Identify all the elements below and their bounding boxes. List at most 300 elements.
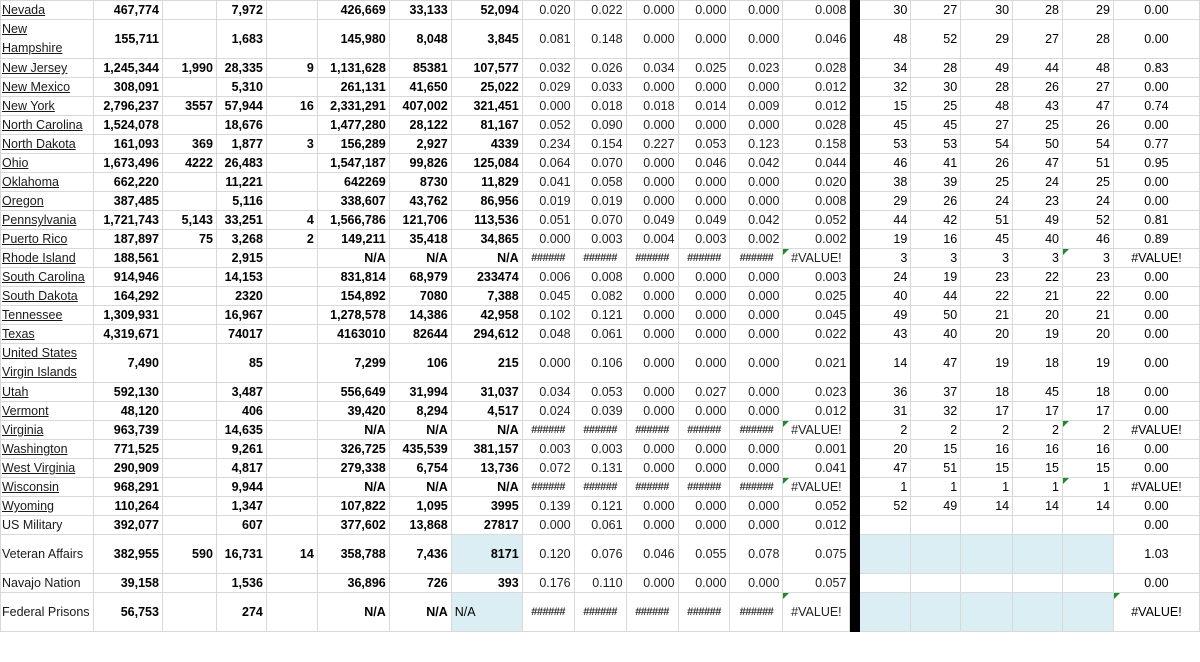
jurisdiction-link[interactable]: Texas <box>2 327 35 341</box>
cell-b[interactable]: 39,158 <box>93 574 162 593</box>
cell-rank-3[interactable]: 21 <box>961 306 1013 325</box>
cell-rate-1[interactable]: ###### <box>522 478 574 497</box>
cell-rate-3[interactable]: 0.000 <box>626 173 678 192</box>
cell-g[interactable]: 35,418 <box>389 230 451 249</box>
cell-g[interactable]: N/A <box>389 593 451 632</box>
cell-f[interactable]: 556,649 <box>317 383 389 402</box>
cell-c[interactable] <box>162 306 216 325</box>
cell-rank-3[interactable]: 29 <box>961 20 1013 59</box>
cell-rate-5[interactable]: 0.000 <box>730 344 783 383</box>
cell-g[interactable]: 41,650 <box>389 78 451 97</box>
cell-name[interactable] <box>1 154 94 173</box>
cell-name[interactable] <box>1 268 94 287</box>
cell-rate-2[interactable]: 0.018 <box>574 97 626 116</box>
cell-b[interactable]: 392,077 <box>93 516 162 535</box>
cell-rate-1[interactable]: 0.102 <box>522 306 574 325</box>
cell-rank-4[interactable]: 44 <box>1013 59 1063 78</box>
cell-rate-avg[interactable]: 0.025 <box>783 287 850 306</box>
cell-e[interactable] <box>266 497 317 516</box>
cell-rate-avg[interactable]: 0.012 <box>783 78 850 97</box>
cell-c[interactable] <box>162 325 216 344</box>
cell-b[interactable]: 1,524,078 <box>93 116 162 135</box>
cell-rank-3[interactable]: 26 <box>961 154 1013 173</box>
cell-rate-5[interactable]: 0.009 <box>730 97 783 116</box>
cell-b[interactable]: 592,130 <box>93 383 162 402</box>
cell-h[interactable]: 8171 <box>451 535 522 574</box>
cell-rank-3[interactable]: 25 <box>961 173 1013 192</box>
cell-name[interactable] <box>1 192 94 211</box>
cell-d[interactable]: 18,676 <box>216 116 266 135</box>
cell-g[interactable]: 8,294 <box>389 402 451 421</box>
cell-c[interactable] <box>162 78 216 97</box>
cell-d[interactable]: 16,731 <box>216 535 266 574</box>
cell-rate-5[interactable]: 0.000 <box>730 173 783 192</box>
cell-c[interactable]: 75 <box>162 230 216 249</box>
cell-rate-2[interactable]: 0.076 <box>574 535 626 574</box>
cell-rate-3[interactable]: 0.000 <box>626 574 678 593</box>
cell-rate-4[interactable]: 0.000 <box>678 440 730 459</box>
cell-rate-3[interactable]: ###### <box>626 249 678 268</box>
cell-d[interactable]: 1,877 <box>216 135 266 154</box>
cell-rate-4[interactable]: 0.049 <box>678 211 730 230</box>
cell-name[interactable] <box>1 383 94 402</box>
cell-h[interactable]: 52,094 <box>451 1 522 20</box>
cell-rank-1[interactable]: 30 <box>860 1 911 20</box>
cell-rate-2[interactable]: 0.022 <box>574 1 626 20</box>
cell-rate-avg[interactable]: 0.046 <box>783 20 850 59</box>
cell-b[interactable]: 963,739 <box>93 421 162 440</box>
cell-rate-1[interactable]: 0.052 <box>522 116 574 135</box>
cell-rank-3[interactable]: 1 <box>961 478 1013 497</box>
cell-rank-5[interactable] <box>1063 516 1114 535</box>
cell-g[interactable]: 43,762 <box>389 192 451 211</box>
cell-d[interactable]: 5,310 <box>216 78 266 97</box>
cell-rank-1[interactable]: 14 <box>860 344 911 383</box>
cell-rate-3[interactable]: 0.000 <box>626 192 678 211</box>
cell-h[interactable]: 86,956 <box>451 192 522 211</box>
cell-e[interactable] <box>266 421 317 440</box>
cell-score[interactable]: 0.00 <box>1113 344 1199 383</box>
cell-rank-1[interactable]: 31 <box>860 402 911 421</box>
cell-rate-1[interactable]: 0.041 <box>522 173 574 192</box>
cell-rate-avg[interactable]: 0.020 <box>783 173 850 192</box>
cell-rate-5[interactable]: 0.000 <box>730 574 783 593</box>
cell-rank-3[interactable]: 24 <box>961 192 1013 211</box>
cell-rank-4[interactable]: 27 <box>1013 20 1063 59</box>
cell-c[interactable] <box>162 459 216 478</box>
cell-rate-1[interactable]: 0.072 <box>522 459 574 478</box>
cell-rank-4[interactable]: 26 <box>1013 78 1063 97</box>
cell-rank-5[interactable]: 18 <box>1063 383 1114 402</box>
cell-name[interactable] <box>1 20 94 59</box>
cell-rank-1[interactable]: 52 <box>860 497 911 516</box>
cell-rank-4[interactable]: 43 <box>1013 97 1063 116</box>
cell-rate-avg[interactable]: 0.158 <box>783 135 850 154</box>
cell-h[interactable]: 7,388 <box>451 287 522 306</box>
cell-rate-4[interactable]: 0.053 <box>678 135 730 154</box>
cell-rate-avg[interactable]: 0.012 <box>783 402 850 421</box>
cell-f[interactable]: 39,420 <box>317 402 389 421</box>
cell-e[interactable] <box>266 402 317 421</box>
cell-rank-3[interactable]: 16 <box>961 440 1013 459</box>
cell-rank-2[interactable]: 19 <box>911 268 961 287</box>
cell-rank-1[interactable]: 36 <box>860 383 911 402</box>
cell-rate-2[interactable]: 0.026 <box>574 59 626 78</box>
cell-rate-5[interactable]: 0.000 <box>730 497 783 516</box>
jurisdiction-link[interactable]: Puerto Rico <box>2 232 68 246</box>
cell-rate-4[interactable]: 0.000 <box>678 306 730 325</box>
cell-b[interactable]: 1,309,931 <box>93 306 162 325</box>
cell-score[interactable]: 0.00 <box>1113 78 1199 97</box>
cell-score[interactable]: 0.74 <box>1113 97 1199 116</box>
cell-rank-4[interactable]: 50 <box>1013 135 1063 154</box>
jurisdiction-link[interactable]: North Carolina <box>2 118 83 132</box>
cell-rank-4[interactable]: 15 <box>1013 459 1063 478</box>
cell-rank-3[interactable] <box>961 574 1013 593</box>
cell-rank-4[interactable]: 25 <box>1013 116 1063 135</box>
cell-name[interactable] <box>1 78 94 97</box>
cell-h[interactable]: N/A <box>451 593 522 632</box>
cell-g[interactable]: 7,436 <box>389 535 451 574</box>
cell-name[interactable] <box>1 574 94 593</box>
cell-rate-1[interactable]: ###### <box>522 421 574 440</box>
cell-rate-4[interactable]: 0.000 <box>678 1 730 20</box>
cell-e[interactable] <box>266 516 317 535</box>
cell-rate-1[interactable]: 0.024 <box>522 402 574 421</box>
cell-f[interactable]: 107,822 <box>317 497 389 516</box>
cell-h[interactable]: 113,536 <box>451 211 522 230</box>
cell-rate-4[interactable]: 0.003 <box>678 230 730 249</box>
cell-h[interactable]: 81,167 <box>451 116 522 135</box>
cell-rate-4[interactable]: 0.000 <box>678 574 730 593</box>
cell-rate-3[interactable]: 0.000 <box>626 440 678 459</box>
cell-rank-5[interactable]: 17 <box>1063 402 1114 421</box>
cell-e[interactable] <box>266 574 317 593</box>
cell-rank-3[interactable]: 3 <box>961 249 1013 268</box>
cell-rank-3[interactable]: 23 <box>961 268 1013 287</box>
cell-rank-2[interactable] <box>911 593 961 632</box>
cell-rank-3[interactable]: 48 <box>961 97 1013 116</box>
cell-rank-3[interactable] <box>961 593 1013 632</box>
cell-rate-1[interactable]: ###### <box>522 249 574 268</box>
cell-e[interactable] <box>266 344 317 383</box>
cell-score[interactable]: #VALUE! <box>1113 249 1199 268</box>
cell-rate-avg[interactable]: 0.012 <box>783 97 850 116</box>
cell-rank-5[interactable]: 19 <box>1063 344 1114 383</box>
cell-rate-1[interactable]: 0.064 <box>522 154 574 173</box>
cell-g[interactable]: 33,133 <box>389 1 451 20</box>
cell-rate-3[interactable]: 0.034 <box>626 59 678 78</box>
cell-score[interactable]: #VALUE! <box>1113 593 1199 632</box>
cell-rate-2[interactable]: 0.058 <box>574 173 626 192</box>
cell-h[interactable]: 11,829 <box>451 173 522 192</box>
cell-rate-3[interactable]: 0.046 <box>626 535 678 574</box>
cell-rank-5[interactable]: 25 <box>1063 173 1114 192</box>
cell-h[interactable]: N/A <box>451 421 522 440</box>
jurisdiction-link[interactable]: West Virginia <box>2 461 76 475</box>
cell-name[interactable] <box>1 173 94 192</box>
jurisdiction-link[interactable]: New Mexico <box>2 80 71 94</box>
cell-rank-5[interactable]: 52 <box>1063 211 1114 230</box>
jurisdiction-link[interactable]: US Military <box>2 518 63 532</box>
cell-d[interactable]: 5,116 <box>216 192 266 211</box>
cell-e[interactable] <box>266 78 317 97</box>
cell-rank-2[interactable]: 37 <box>911 383 961 402</box>
cell-e[interactable] <box>266 478 317 497</box>
jurisdiction-link[interactable]: Nevada <box>2 3 46 17</box>
cell-rank-1[interactable]: 3 <box>860 249 911 268</box>
cell-rate-1[interactable]: 0.000 <box>522 516 574 535</box>
cell-d[interactable]: 1,347 <box>216 497 266 516</box>
cell-h[interactable]: 27817 <box>451 516 522 535</box>
cell-e[interactable]: 14 <box>266 535 317 574</box>
cell-rank-4[interactable]: 14 <box>1013 497 1063 516</box>
cell-rank-2[interactable]: 41 <box>911 154 961 173</box>
cell-rank-3[interactable]: 51 <box>961 211 1013 230</box>
jurisdiction-link[interactable]: Pennsylvania <box>2 213 77 227</box>
cell-e[interactable]: 16 <box>266 97 317 116</box>
cell-rate-2[interactable]: ###### <box>574 421 626 440</box>
cell-name[interactable] <box>1 440 94 459</box>
cell-rate-3[interactable]: 0.227 <box>626 135 678 154</box>
jurisdiction-link[interactable]: United States Virgin Islands <box>2 346 78 379</box>
cell-h[interactable]: 42,958 <box>451 306 522 325</box>
cell-rate-4[interactable]: 0.000 <box>678 173 730 192</box>
cell-rate-5[interactable]: 0.000 <box>730 516 783 535</box>
cell-rate-1[interactable]: 0.034 <box>522 383 574 402</box>
cell-rate-avg[interactable]: 0.057 <box>783 574 850 593</box>
cell-e[interactable] <box>266 20 317 59</box>
cell-rank-4[interactable]: 20 <box>1013 306 1063 325</box>
cell-d[interactable]: 74017 <box>216 325 266 344</box>
cell-e[interactable] <box>266 116 317 135</box>
cell-f[interactable]: 279,338 <box>317 459 389 478</box>
cell-g[interactable]: 407,002 <box>389 97 451 116</box>
cell-rank-5[interactable]: 47 <box>1063 97 1114 116</box>
jurisdiction-link[interactable]: Utah <box>2 385 29 399</box>
jurisdiction-link[interactable]: Oklahoma <box>2 175 59 189</box>
cell-rate-5[interactable]: ###### <box>730 478 783 497</box>
cell-e[interactable] <box>266 306 317 325</box>
cell-rank-3[interactable]: 22 <box>961 287 1013 306</box>
cell-b[interactable]: 914,946 <box>93 268 162 287</box>
cell-rate-2[interactable]: 0.070 <box>574 154 626 173</box>
cell-score[interactable]: 0.00 <box>1113 268 1199 287</box>
cell-rank-5[interactable]: 20 <box>1063 325 1114 344</box>
cell-rate-2[interactable]: 0.090 <box>574 116 626 135</box>
cell-c[interactable] <box>162 421 216 440</box>
cell-h[interactable]: 13,736 <box>451 459 522 478</box>
cell-rate-4[interactable]: 0.027 <box>678 383 730 402</box>
cell-rank-3[interactable]: 54 <box>961 135 1013 154</box>
cell-b[interactable]: 290,909 <box>93 459 162 478</box>
cell-f[interactable]: 831,814 <box>317 268 389 287</box>
cell-rate-4[interactable]: 0.000 <box>678 402 730 421</box>
cell-b[interactable]: 662,220 <box>93 173 162 192</box>
cell-d[interactable]: 2,915 <box>216 249 266 268</box>
cell-g[interactable]: 8730 <box>389 173 451 192</box>
cell-rank-4[interactable]: 18 <box>1013 344 1063 383</box>
cell-rank-4[interactable]: 2 <box>1013 421 1063 440</box>
cell-name[interactable] <box>1 97 94 116</box>
cell-rate-2[interactable]: 0.082 <box>574 287 626 306</box>
cell-score[interactable]: 0.00 <box>1113 1 1199 20</box>
cell-b[interactable]: 382,955 <box>93 535 162 574</box>
cell-rank-3[interactable] <box>961 516 1013 535</box>
cell-rank-2[interactable]: 51 <box>911 459 961 478</box>
cell-rank-4[interactable]: 28 <box>1013 1 1063 20</box>
cell-b[interactable]: 387,485 <box>93 192 162 211</box>
jurisdiction-link[interactable]: Navajo Nation <box>2 576 81 590</box>
cell-rank-1[interactable]: 1 <box>860 478 911 497</box>
cell-c[interactable]: 1,990 <box>162 59 216 78</box>
cell-rate-3[interactable]: 0.000 <box>626 402 678 421</box>
cell-rate-avg[interactable]: 0.044 <box>783 154 850 173</box>
cell-rank-1[interactable]: 20 <box>860 440 911 459</box>
cell-rate-4[interactable]: 0.014 <box>678 97 730 116</box>
cell-name[interactable] <box>1 535 94 574</box>
cell-score[interactable]: 0.00 <box>1113 440 1199 459</box>
cell-rate-2[interactable]: 0.131 <box>574 459 626 478</box>
cell-rate-5[interactable]: 0.042 <box>730 154 783 173</box>
cell-g[interactable]: 68,979 <box>389 268 451 287</box>
cell-h[interactable]: 4,517 <box>451 402 522 421</box>
cell-rate-avg[interactable]: 0.008 <box>783 192 850 211</box>
cell-rate-avg[interactable]: 0.003 <box>783 268 850 287</box>
cell-rate-1[interactable]: 0.234 <box>522 135 574 154</box>
cell-f[interactable]: 326,725 <box>317 440 389 459</box>
cell-rank-2[interactable]: 52 <box>911 20 961 59</box>
cell-rank-2[interactable]: 30 <box>911 78 961 97</box>
cell-rate-3[interactable]: 0.000 <box>626 383 678 402</box>
cell-rate-2[interactable]: 0.053 <box>574 383 626 402</box>
cell-f[interactable]: 377,602 <box>317 516 389 535</box>
cell-rank-5[interactable]: 24 <box>1063 192 1114 211</box>
cell-rate-1[interactable]: 0.048 <box>522 325 574 344</box>
cell-e[interactable]: 4 <box>266 211 317 230</box>
cell-rate-1[interactable]: 0.081 <box>522 20 574 59</box>
cell-rank-2[interactable]: 32 <box>911 402 961 421</box>
cell-b[interactable]: 4,319,671 <box>93 325 162 344</box>
cell-e[interactable] <box>266 593 317 632</box>
cell-rate-1[interactable]: 0.020 <box>522 1 574 20</box>
cell-name[interactable] <box>1 593 94 632</box>
cell-h[interactable]: 4339 <box>451 135 522 154</box>
cell-c[interactable] <box>162 173 216 192</box>
cell-rank-1[interactable]: 49 <box>860 306 911 325</box>
cell-rank-1[interactable]: 46 <box>860 154 911 173</box>
cell-g[interactable]: 6,754 <box>389 459 451 478</box>
cell-rate-2[interactable]: 0.061 <box>574 516 626 535</box>
cell-h[interactable]: N/A <box>451 249 522 268</box>
cell-h[interactable]: 393 <box>451 574 522 593</box>
cell-rate-4[interactable]: 0.000 <box>678 268 730 287</box>
cell-score[interactable]: 0.77 <box>1113 135 1199 154</box>
cell-e[interactable]: 3 <box>266 135 317 154</box>
cell-rate-2[interactable]: 0.106 <box>574 344 626 383</box>
cell-rate-1[interactable]: 0.051 <box>522 211 574 230</box>
cell-g[interactable]: 2,927 <box>389 135 451 154</box>
cell-d[interactable]: 1,683 <box>216 20 266 59</box>
cell-score[interactable]: 0.00 <box>1113 459 1199 478</box>
cell-rate-3[interactable]: 0.000 <box>626 344 678 383</box>
cell-h[interactable]: 34,865 <box>451 230 522 249</box>
cell-b[interactable]: 56,753 <box>93 593 162 632</box>
cell-rate-3[interactable]: ###### <box>626 421 678 440</box>
cell-rank-2[interactable]: 47 <box>911 344 961 383</box>
cell-f[interactable]: 36,896 <box>317 574 389 593</box>
jurisdiction-link[interactable]: New Hampshire <box>2 22 63 55</box>
cell-name[interactable] <box>1 459 94 478</box>
cell-rank-3[interactable]: 17 <box>961 402 1013 421</box>
cell-b[interactable]: 1,673,496 <box>93 154 162 173</box>
cell-name[interactable] <box>1 421 94 440</box>
cell-rate-4[interactable]: 0.000 <box>678 459 730 478</box>
cell-score[interactable]: 0.00 <box>1113 497 1199 516</box>
cell-e[interactable] <box>266 325 317 344</box>
cell-rate-avg[interactable]: 0.028 <box>783 116 850 135</box>
cell-f[interactable]: 1,278,578 <box>317 306 389 325</box>
cell-rate-5[interactable]: 0.000 <box>730 78 783 97</box>
cell-rate-avg[interactable]: 0.052 <box>783 211 850 230</box>
cell-g[interactable]: N/A <box>389 421 451 440</box>
cell-c[interactable]: 3557 <box>162 97 216 116</box>
cell-rank-4[interactable]: 24 <box>1013 173 1063 192</box>
cell-rank-4[interactable] <box>1013 516 1063 535</box>
cell-rank-5[interactable]: 2 <box>1063 421 1114 440</box>
cell-h[interactable]: 31,037 <box>451 383 522 402</box>
cell-score[interactable]: 0.95 <box>1113 154 1199 173</box>
cell-rank-5[interactable]: 54 <box>1063 135 1114 154</box>
cell-score[interactable]: #VALUE! <box>1113 421 1199 440</box>
cell-rank-2[interactable]: 15 <box>911 440 961 459</box>
cell-f[interactable]: N/A <box>317 421 389 440</box>
cell-g[interactable]: 435,539 <box>389 440 451 459</box>
jurisdiction-link[interactable]: Ohio <box>2 156 29 170</box>
cell-rate-4[interactable]: 0.000 <box>678 287 730 306</box>
cell-rate-3[interactable]: 0.000 <box>626 516 678 535</box>
cell-rank-4[interactable]: 21 <box>1013 287 1063 306</box>
cell-d[interactable]: 11,221 <box>216 173 266 192</box>
cell-rank-5[interactable]: 28 <box>1063 20 1114 59</box>
cell-rank-4[interactable] <box>1013 574 1063 593</box>
cell-rank-5[interactable]: 27 <box>1063 78 1114 97</box>
cell-rank-3[interactable]: 28 <box>961 78 1013 97</box>
cell-rate-5[interactable]: 0.000 <box>730 440 783 459</box>
cell-rank-5[interactable]: 3 <box>1063 249 1114 268</box>
cell-score[interactable]: 0.00 <box>1113 192 1199 211</box>
cell-f[interactable]: 156,289 <box>317 135 389 154</box>
cell-rank-5[interactable]: 23 <box>1063 268 1114 287</box>
cell-d[interactable]: 3,268 <box>216 230 266 249</box>
cell-rate-avg[interactable]: #VALUE! <box>783 593 850 632</box>
jurisdiction-link[interactable]: New York <box>2 99 55 113</box>
cell-g[interactable]: 14,386 <box>389 306 451 325</box>
cell-rank-2[interactable]: 2 <box>911 421 961 440</box>
cell-f[interactable]: N/A <box>317 593 389 632</box>
jurisdiction-link[interactable]: North Dakota <box>2 137 76 151</box>
cell-d[interactable]: 9,944 <box>216 478 266 497</box>
cell-f[interactable]: 1,477,280 <box>317 116 389 135</box>
cell-rate-4[interactable]: 0.046 <box>678 154 730 173</box>
cell-c[interactable] <box>162 440 216 459</box>
cell-name[interactable] <box>1 478 94 497</box>
cell-f[interactable]: 261,131 <box>317 78 389 97</box>
cell-rate-avg[interactable]: #VALUE! <box>783 421 850 440</box>
cell-rank-3[interactable]: 18 <box>961 383 1013 402</box>
cell-f[interactable]: 1,566,786 <box>317 211 389 230</box>
cell-rate-3[interactable]: 0.000 <box>626 459 678 478</box>
